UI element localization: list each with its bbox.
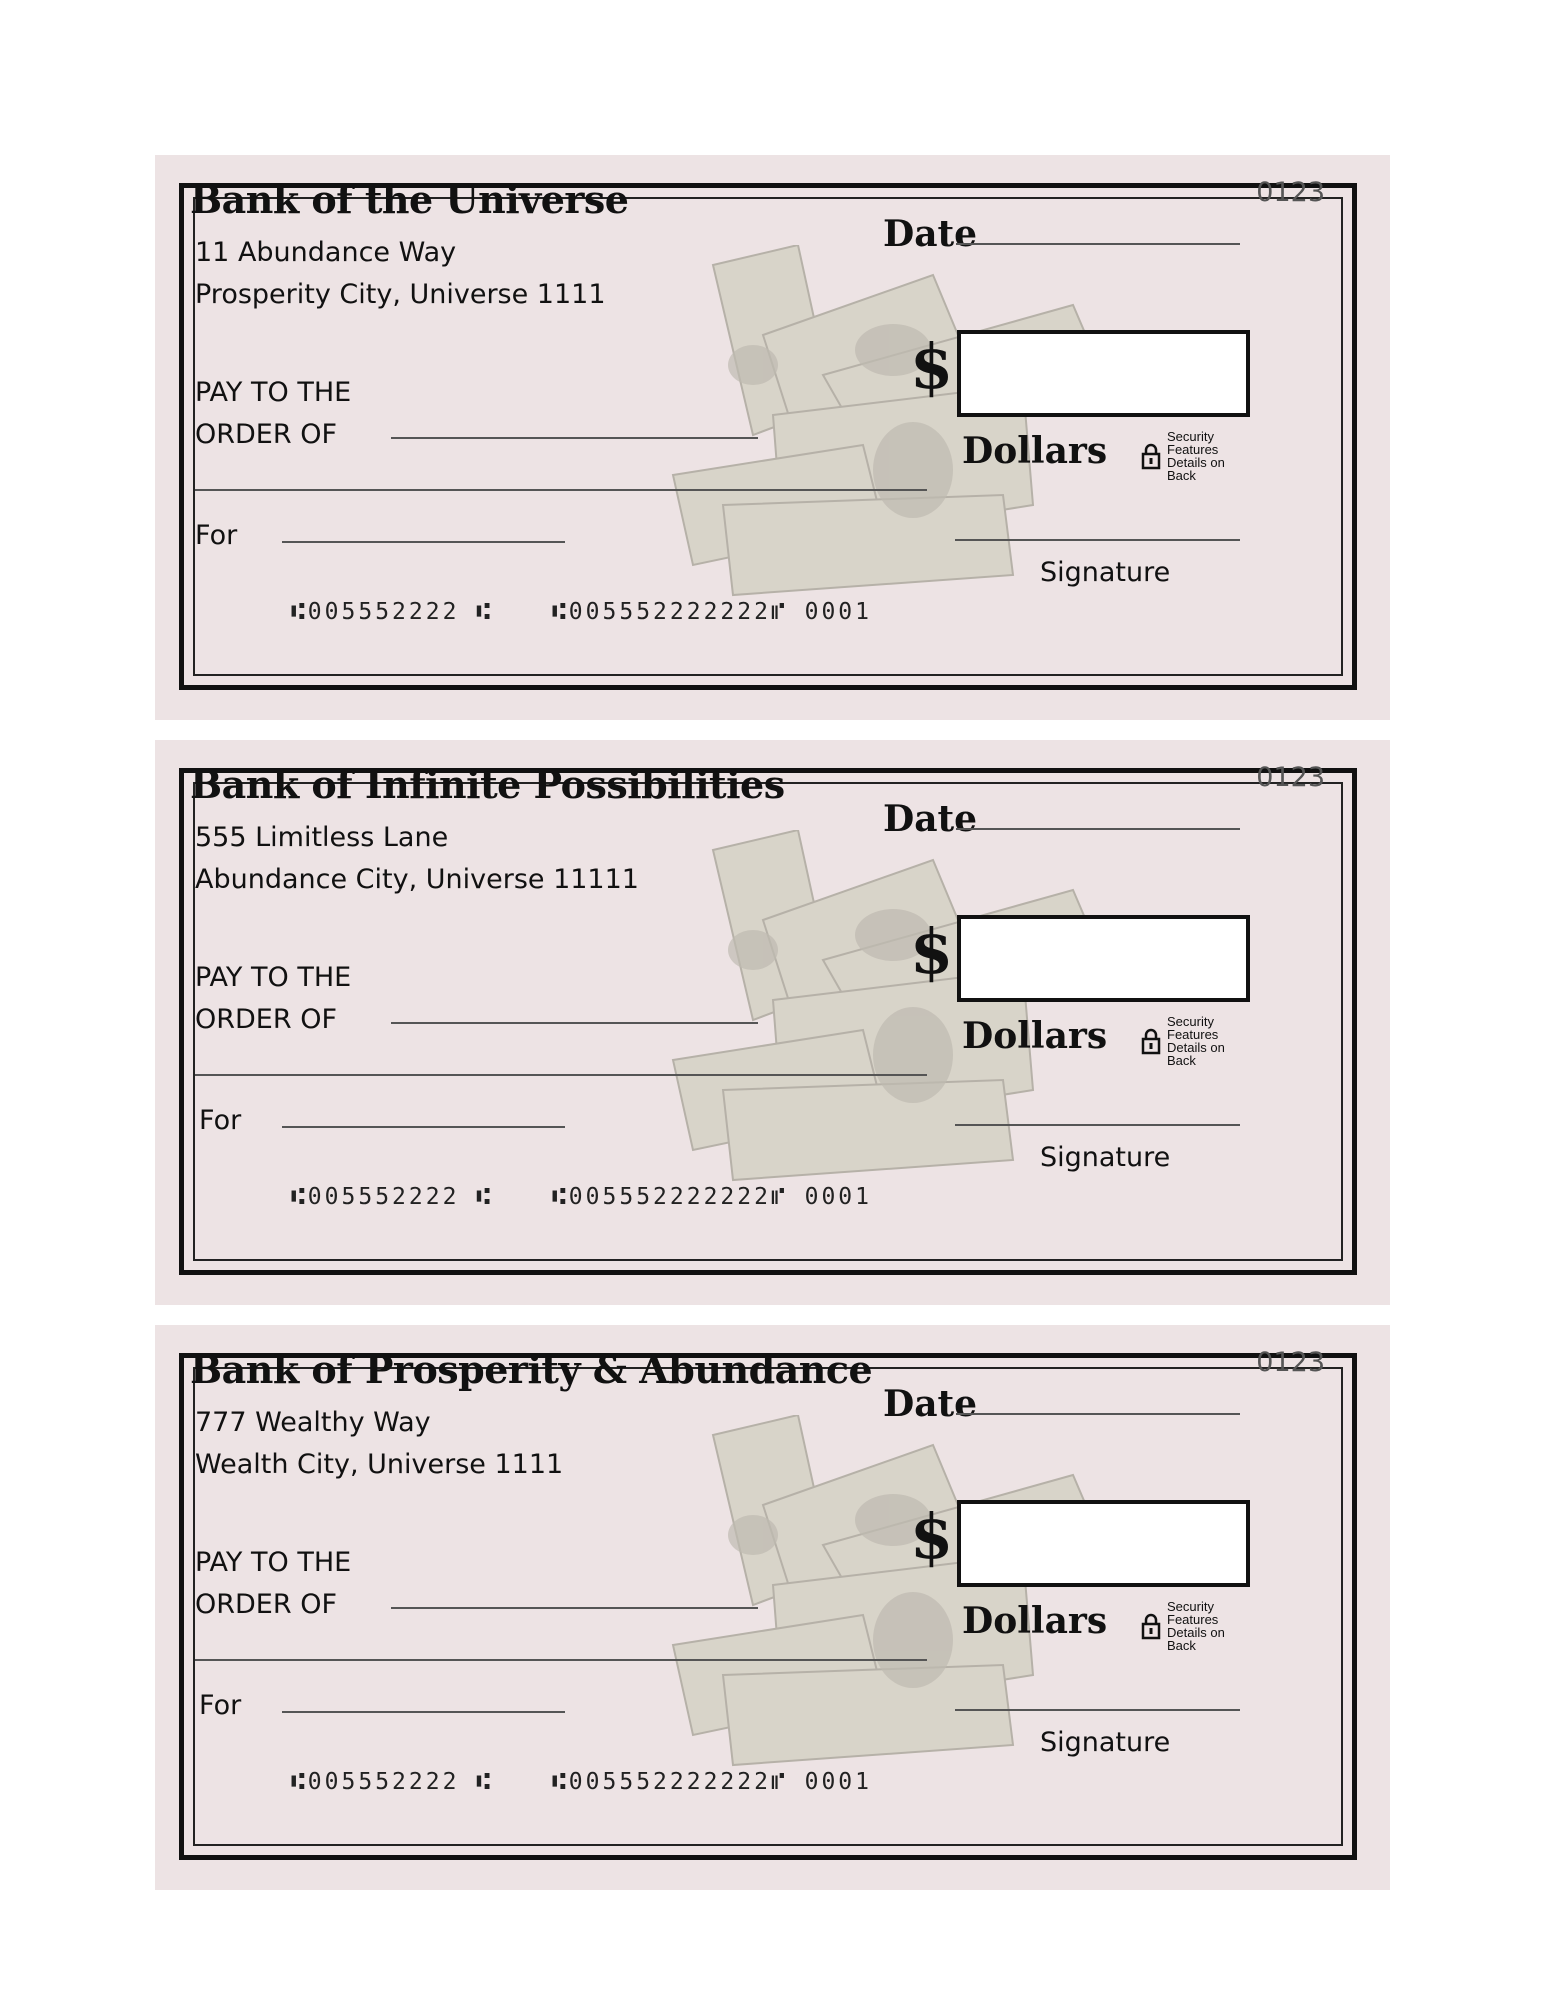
amount-field[interactable] <box>957 915 1250 1002</box>
pay-to-label: PAY TO THE <box>195 377 352 408</box>
amount-field[interactable] <box>957 330 1250 417</box>
memo-label: For <box>199 1690 242 1721</box>
date-field-line[interactable] <box>956 243 1240 245</box>
payee-field-line[interactable] <box>391 1022 758 1024</box>
dollars-label: Dollars <box>962 430 1108 472</box>
signature-field-line[interactable] <box>955 539 1240 541</box>
security-features-text: Security Features Details on Back <box>1167 1014 1225 1068</box>
lock-icon <box>1141 1027 1161 1055</box>
micr-account-number: ⑆005552222222⑈ 0001 <box>552 599 873 625</box>
bank-address-line2: Prosperity City, Universe 1111 <box>195 279 606 310</box>
bank-address-line2: Wealth City, Universe 1111 <box>195 1449 564 1480</box>
amount-words-line[interactable] <box>195 1074 927 1076</box>
check-3 <box>155 1325 1390 1890</box>
micr-routing-number: ⑆005552222 ⑆ <box>291 599 494 625</box>
dollars-label: Dollars <box>962 1600 1108 1642</box>
check-number: 0123 <box>1256 1347 1325 1378</box>
date-label: Date <box>883 798 978 840</box>
micr-routing-number: ⑆005552222 ⑆ <box>291 1769 494 1795</box>
date-field-line[interactable] <box>956 828 1240 830</box>
memo-label: For <box>195 520 238 551</box>
bank-address-line2: Abundance City, Universe 11111 <box>195 864 639 895</box>
dollar-sign: $ <box>910 1500 954 1573</box>
lock-icon <box>1141 1612 1161 1640</box>
signature-label: Signature <box>1040 557 1171 588</box>
amount-field[interactable] <box>957 1500 1250 1587</box>
dollar-sign: $ <box>910 915 954 988</box>
security-features-text: Security Features Details on Back <box>1167 429 1225 483</box>
check-1 <box>155 155 1390 720</box>
order-of-label: ORDER OF <box>195 1004 337 1035</box>
date-field-line[interactable] <box>956 1413 1240 1415</box>
bank-name: Bank of the Universe <box>190 177 629 222</box>
signature-label: Signature <box>1040 1727 1171 1758</box>
dollars-label: Dollars <box>962 1015 1108 1057</box>
bank-name: Bank of Prosperity & Abundance <box>190 1347 873 1392</box>
micr-account-number: ⑆005552222222⑈ 0001 <box>552 1769 873 1795</box>
pay-to-label: PAY TO THE <box>195 1547 352 1578</box>
payee-field-line[interactable] <box>391 437 758 439</box>
signature-label: Signature <box>1040 1142 1171 1173</box>
signature-field-line[interactable] <box>955 1124 1240 1126</box>
memo-field-line[interactable] <box>282 541 565 543</box>
memo-field-line[interactable] <box>282 1126 565 1128</box>
check-number: 0123 <box>1256 177 1325 208</box>
amount-words-line[interactable] <box>195 489 927 491</box>
payee-field-line[interactable] <box>391 1607 758 1609</box>
bank-name: Bank of Infinite Possibilities <box>190 762 785 807</box>
security-features-text: Security Features Details on Back <box>1167 1599 1225 1653</box>
signature-field-line[interactable] <box>955 1709 1240 1711</box>
dollar-sign: $ <box>910 330 954 403</box>
date-label: Date <box>883 213 978 255</box>
order-of-label: ORDER OF <box>195 1589 337 1620</box>
memo-label: For <box>199 1105 242 1136</box>
amount-words-line[interactable] <box>195 1659 927 1661</box>
check-number: 0123 <box>1256 762 1325 793</box>
memo-field-line[interactable] <box>282 1711 565 1713</box>
bank-address-line1: 777 Wealthy Way <box>195 1407 431 1438</box>
bank-address-line1: 11 Abundance Way <box>195 237 457 268</box>
bank-address-line1: 555 Limitless Lane <box>195 822 449 853</box>
check-2 <box>155 740 1390 1305</box>
micr-account-number: ⑆005552222222⑈ 0001 <box>552 1184 873 1210</box>
order-of-label: ORDER OF <box>195 419 337 450</box>
pay-to-label: PAY TO THE <box>195 962 352 993</box>
date-label: Date <box>883 1383 978 1425</box>
lock-icon <box>1141 442 1161 470</box>
micr-routing-number: ⑆005552222 ⑆ <box>291 1184 494 1210</box>
